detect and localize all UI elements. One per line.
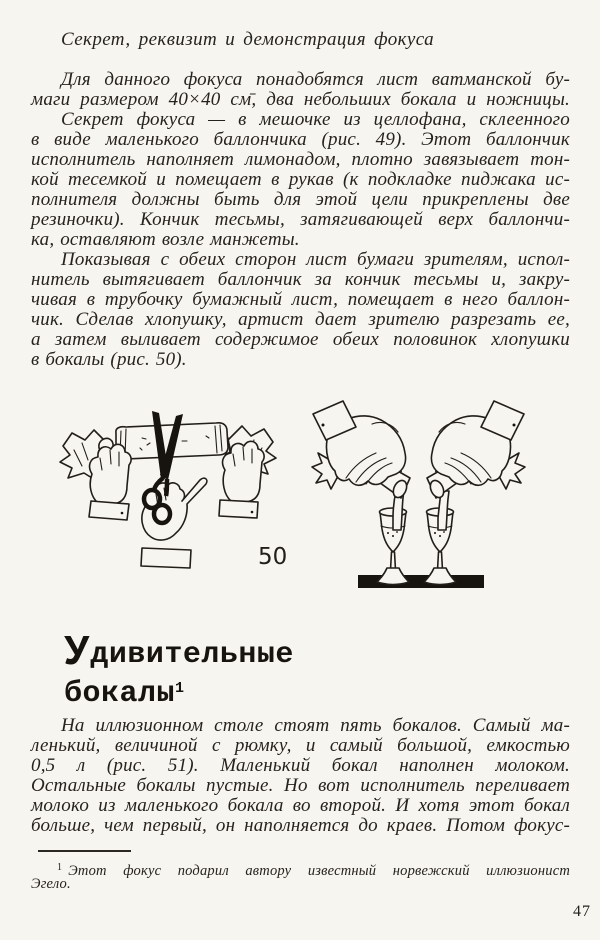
text-line: резиночки). Кончик тесьмы, затягивающей верх баллончи- (31, 209, 570, 230)
text-line: На иллюзионном столе стоят пять бокалов. Самый ма- (61, 715, 570, 736)
section-title-line2: бокалы$^1$ (64, 677, 185, 711)
text-line: ка, оставляют возле манжеты. (31, 229, 300, 250)
text-line: 0,5 л (рис. 51). Маленький бокал наполнен молоком. (31, 755, 570, 776)
footnote-line: $^1$ Этот фокус подарил автору известный норвежский иллюзионист (57, 862, 570, 879)
right-cuff (219, 500, 258, 518)
footnote-reference: 1 (175, 680, 185, 697)
footnote (31, 860, 570, 892)
chapter-subheading: Секрет, реквизит и демонстрация фокуса (61, 29, 434, 50)
text-line: в виде маленького баллончика (рис. 49). Этот баллончик (31, 129, 570, 150)
text-line: маги размером 40×40 см̄, два небольших бокала и ножницы. (31, 89, 570, 110)
text-line: Для данного фокуса понадобятся лист ватманской бу- (61, 69, 570, 90)
paragraph-materials (31, 70, 570, 110)
text-line: нитель вытягивает баллончик за кончик тесьмы и, закру- (31, 269, 570, 290)
cracker-cutting-scene (60, 411, 287, 570)
page-number: 47 (573, 903, 591, 920)
text-line: в бокалы (рис. 50). (31, 349, 187, 370)
paragraph-secret (31, 110, 570, 250)
footnote-marker: 1 (57, 862, 63, 873)
text-line: исполнитель наполняет лимонадом, плотно завязывает тон- (31, 149, 570, 170)
figure-50-illustration (30, 398, 570, 610)
center-cuff (141, 548, 191, 568)
text-line: а затем выливает содержимое обеих половинок хлопушки (31, 329, 570, 350)
text-line: чивая в трубочку бумажный лист, помещает в него баллон- (31, 289, 570, 310)
text-line: Секрет фокуса — в мешочке из целлофана, склеенного (61, 109, 570, 130)
figure-number-label: 50 (258, 544, 288, 570)
pouring-hand-right (431, 401, 525, 489)
paragraph-demonstration (31, 250, 570, 370)
text-line: Остальные бокалы пустые. Но вот исполнитель переливает (31, 775, 570, 796)
text-line: больше, чем первый, он наполняется до краев. Потом фокус- (31, 815, 570, 836)
pouring-scene (312, 401, 525, 588)
section-title-line1: Удивительные (64, 628, 294, 677)
footnote-line: Эгело. (31, 876, 71, 892)
paragraph-glasses-trick (31, 716, 570, 836)
text-line: Показывая с обеих сторон лист бумаги зрителям, испол- (61, 249, 570, 270)
left-cuff (89, 501, 129, 520)
text-line: кой тесемкой и помещает в рукав (к подкладке пиджака ис- (31, 169, 570, 190)
text-line: полнителя должны быть для этой цели прикреплены две (31, 189, 570, 210)
text-line: молоко из маленького бокала во второй. И хотя этот бокал (31, 795, 570, 816)
pouring-hand-left (312, 401, 406, 489)
footnote-rule (38, 850, 131, 852)
section-title (64, 628, 294, 711)
text-line: ленький, величиной с рюмку, и самый большой, емкостью (31, 735, 570, 756)
text-line: чик. Сделав хлопушку, артист дает зрителю разрезать ее, (31, 309, 570, 330)
drop-cap: У (64, 628, 91, 677)
